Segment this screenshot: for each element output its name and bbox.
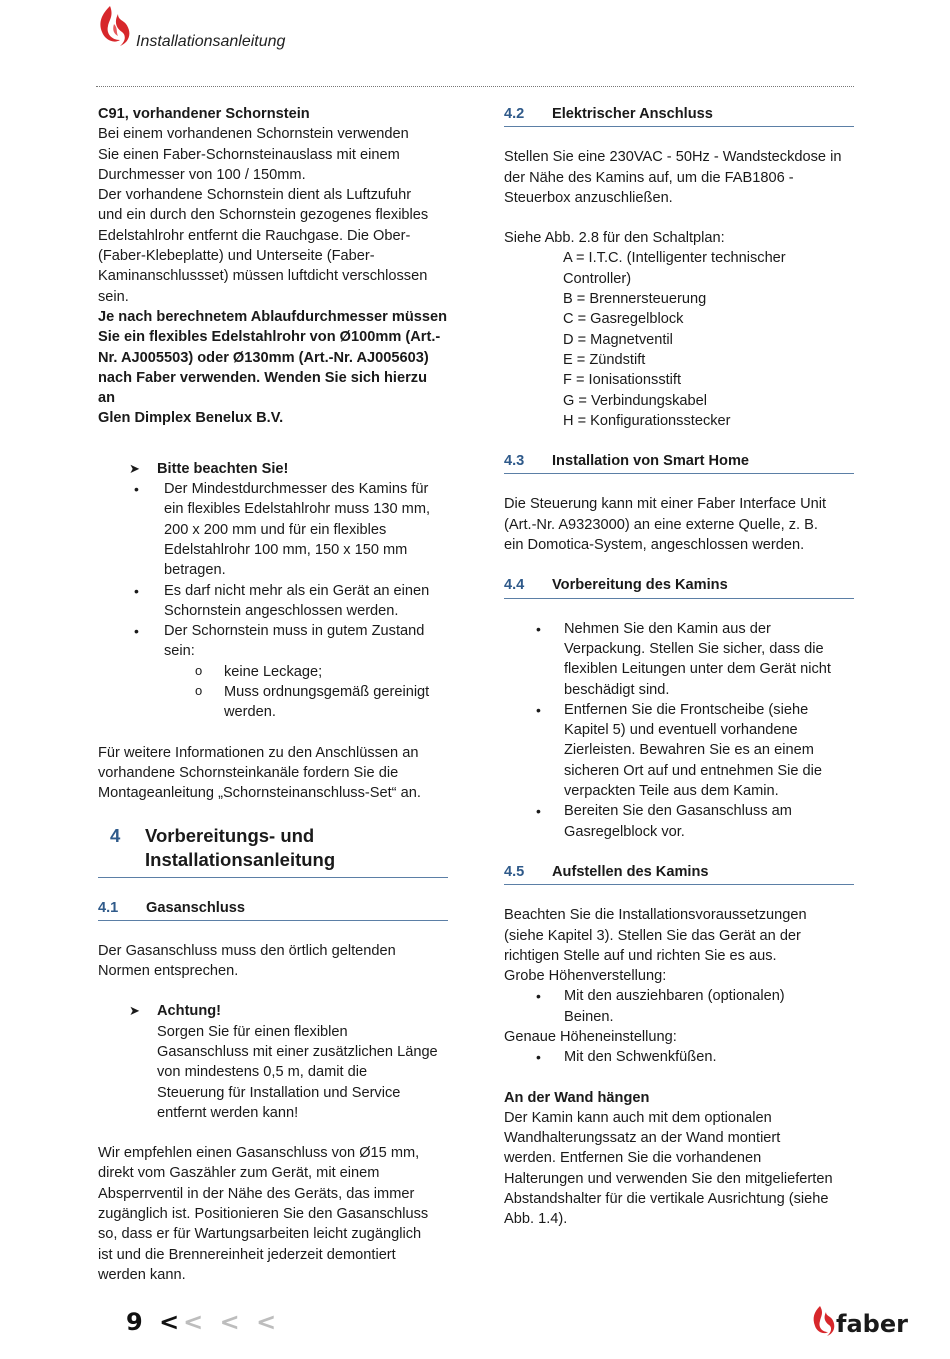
arrow-bullet-icon: ➤	[129, 1003, 140, 1019]
text-line: Glen Dimplex Benelux B.V.	[98, 410, 284, 427]
text-line: Sorgen Sie für einen flexiblen	[157, 1023, 348, 1040]
text-line: sicheren Ort auf und entnehmen Sie die	[564, 762, 822, 779]
text-line: Abstandshalter für die vertikale Ausrichtung (siehe	[504, 1191, 829, 1208]
text-line: richtigen Stelle auf und richten Sie es aus.	[504, 947, 777, 964]
list-item	[98, 662, 448, 682]
chapter-title-line: Installationsanleitung	[145, 849, 336, 870]
list-item	[504, 986, 854, 1027]
text-line: Gasanschluss mit einer zusätzlichen Länge	[157, 1043, 438, 1060]
wall-mount-title: An der Wand hängen	[504, 1089, 650, 1106]
preparation-list	[504, 619, 854, 842]
page-header	[96, 0, 854, 88]
list-item	[98, 479, 448, 580]
text-line: zugänglich ist. Positionieren Sie den Gasanschluss	[98, 1206, 429, 1223]
text-line: Je nach berechnetem Ablaufdurchmesser müssen	[98, 308, 448, 325]
list-item: Controller)	[563, 270, 632, 287]
list-item: H = Konfigurationsstecker	[563, 412, 731, 429]
list-item: F = Ionisationsstift	[563, 372, 682, 389]
text-line: betragen.	[164, 562, 226, 579]
text-line: Gasregelblock vor.	[564, 823, 685, 840]
list-item: B = Brennersteuerung	[563, 291, 707, 308]
text-line: • Bereiten Sie den Gasanschluss am	[564, 803, 792, 820]
text-line: entfernt werden kann!	[157, 1104, 299, 1121]
text-line: sein:	[164, 643, 195, 660]
fine-adjustment-list	[504, 1047, 854, 1067]
text-line: o keine Leckage;	[224, 663, 323, 680]
text-line: • Mit den Schwenkfüßen.	[564, 1049, 717, 1066]
left-column	[98, 104, 448, 1285]
text-line: (siehe Kapitel 3). Stellen Sie das Gerät an der	[504, 927, 801, 944]
wiring-diagram-reference: Siehe Abb. 2.8 für den Schaltplan:	[504, 230, 725, 247]
text-line: Absperrventil in der Nähe des Geräts, das immer	[98, 1185, 415, 1202]
text-line: Kaminanschlussset) müssen luftdicht verschlossen	[98, 268, 428, 285]
text-line: vorhandene Schornsteinkanäle fordern Sie die	[98, 764, 399, 781]
electrical-text	[504, 147, 854, 208]
notice-list	[98, 479, 448, 662]
text-line: ist und die Brennereinheit jederzeit demontiert	[98, 1246, 396, 1263]
text-line: Steuerbox anzuschließen.	[504, 189, 673, 206]
arrow-bullet-icon: ➤	[129, 460, 140, 476]
section-title: Vorbereitung des Kamins	[552, 577, 728, 594]
c91-title: C91, vorhandener Schornstein	[98, 106, 310, 122]
c91-bold-note	[98, 307, 448, 429]
faber-logo-icon	[812, 1302, 912, 1342]
section-number: 4.2	[504, 106, 525, 122]
faber-wordmark: faber	[836, 1310, 908, 1338]
text-line: Für weitere Informationen zu den Anschlüssen an	[98, 744, 419, 761]
text-line: sein.	[98, 288, 129, 305]
attention-heading	[98, 1001, 448, 1021]
text-line: Wandhalterungssatz an der Wand montiert	[504, 1130, 781, 1147]
text-line: verpackten Teile aus dem Kamin.	[564, 783, 779, 800]
list-item	[504, 619, 854, 700]
text-line: beschädigt sind.	[564, 681, 670, 698]
text-line: Der Gasanschluss muss den örtlich geltenden	[98, 942, 396, 959]
list-item: E = Zündstift	[563, 351, 646, 368]
text-line: Verpackung. Stellen Sie sicher, dass die	[564, 640, 824, 657]
section-title: Gasanschluss	[146, 899, 245, 916]
page-number: 9	[126, 1308, 147, 1336]
chapter-4-heading	[98, 824, 448, 878]
text-line: Stellen Sie eine 230VAC - 50Hz - Wandsteckdose in	[504, 149, 842, 166]
attention-title: Achtung!	[157, 1003, 222, 1020]
text-line: so, dass er für Wartungsarbeiten leicht zugänglich	[98, 1226, 422, 1243]
gas-recommendation-text	[98, 1143, 448, 1285]
list-item	[98, 581, 448, 622]
section-number: 4.5	[504, 863, 525, 880]
text-line: Der Kamin kann auch mit dem optionalen	[504, 1109, 772, 1126]
fine-adjustment-label: Genaue Höheneinstellung:	[504, 1028, 677, 1045]
wiring-legend-list	[504, 248, 854, 431]
list-item	[98, 682, 448, 723]
text-line: 200 x 200 mm und für ein flexibles	[164, 521, 387, 538]
placement-text	[504, 905, 854, 966]
section-number: 4.4	[504, 577, 525, 594]
list-item	[504, 700, 854, 801]
coarse-adjustment-label: Grobe Höhenverstellung:	[504, 968, 667, 985]
faber-flame-icon	[96, 4, 132, 50]
text-line: Sie ein flexibles Edelstahlrohr von Ø100mm (Art.-	[98, 329, 441, 346]
text-line: Beachten Sie die Installationsvoraussetzungen	[504, 907, 807, 924]
nav-arrow-dark[interactable]: <	[159, 1308, 184, 1336]
text-line: Der vorhandene Schornstein dient als Luftzufuhr	[98, 187, 412, 204]
text-line: flexiblen Leitungen unter dem Gerät nicht	[564, 661, 831, 678]
right-column	[504, 104, 854, 1230]
gas-norms-text	[98, 941, 448, 982]
text-line: Halterungen und verwenden Sie den mitgelieferten	[504, 1170, 833, 1187]
section-title: Installation von Smart Home	[552, 453, 750, 470]
smart-home-text	[504, 494, 854, 555]
notice-sublist	[98, 662, 448, 723]
text-line: Abb. 1.4).	[504, 1211, 568, 1228]
section-4-4-heading	[504, 575, 854, 598]
attention-text	[98, 1022, 448, 1123]
header-divider	[96, 86, 854, 87]
text-line: Sie einen Faber-Schornsteinauslass mit einem	[98, 146, 400, 163]
text-line: Steuerung für Installation und Service	[157, 1084, 401, 1101]
notice-title: Bitte beachten Sie!	[157, 460, 289, 477]
text-line: Durchmesser von 100 / 150mm.	[98, 166, 306, 183]
header-title: Installationsanleitung	[136, 33, 286, 50]
section-title: Elektrischer Anschluss	[552, 106, 713, 122]
text-line: Zierleisten. Bewahren Sie es an einem	[564, 742, 814, 759]
notice-heading	[98, 459, 448, 479]
text-line: Montageanleitung „Schornsteinanschluss-Set“ an.	[98, 785, 421, 802]
text-line: nach Faber verwenden. Wenden Sie sich hierzu an	[98, 369, 427, 407]
coarse-adjustment-list	[504, 986, 854, 1027]
text-line: Nr. AJ005503) oder Ø130mm (Art.-Nr. AJ005603)	[98, 349, 429, 366]
text-line: und ein durch den Schornstein gezogenes flexibles	[98, 207, 429, 224]
text-line: (Faber-Klebeplatte) und Unterseite (Faber-	[98, 248, 375, 265]
list-item	[504, 1047, 854, 1067]
list-item: D = Magnetventil	[563, 331, 673, 348]
section-4-5-heading	[504, 862, 854, 885]
list-item	[98, 621, 448, 662]
faber-logo	[812, 1302, 912, 1342]
section-number: 4.1	[98, 899, 119, 916]
text-line: • Mit den ausziehbaren (optionalen)	[564, 988, 785, 1005]
text-line: werden kann.	[98, 1266, 186, 1283]
text-line: Edelstahlrohr entfernt die Rauchgase. Die Ober-	[98, 227, 411, 244]
text-line: Wir empfehlen einen Gasanschluss von Ø15 mm,	[98, 1145, 420, 1162]
text-line: Bei einem vorhandenen Schornstein verwenden	[98, 126, 409, 143]
list-item	[504, 801, 854, 842]
text-line: Beinen.	[564, 1008, 614, 1025]
text-line: Die Steuerung kann mit einer Faber Interface Unit	[504, 496, 827, 513]
text-line: (Art.-Nr. A9323000) an eine externe Quelle, z. B.	[504, 516, 818, 533]
text-line: • Entfernen Sie die Frontscheibe (siehe	[564, 701, 809, 718]
text-line: ein flexibles Edelstahlrohr muss 130 mm,	[164, 501, 431, 518]
text-line: Normen entsprechen.	[98, 963, 239, 980]
text-line: Schornstein angeschlossen werden.	[164, 602, 399, 619]
text-line: direkt vom Gaszähler zum Gerät, mit einem	[98, 1165, 380, 1182]
text-line: werden.	[224, 704, 276, 721]
text-line: o Muss ordnungsgemäß gereinigt	[224, 684, 430, 701]
text-line: • Es darf nicht mehr als ein Gerät an einen	[164, 582, 430, 599]
text-line: ein Domotica-System, angeschlossen werden.	[504, 537, 805, 554]
text-line: der Nähe des Kamins auf, um die FAB1806 -	[504, 169, 794, 186]
wall-mount-text	[504, 1108, 854, 1230]
list-item: G = Verbindungskabel	[563, 392, 708, 409]
text-line: • Nehmen Sie den Kamin aus der	[564, 620, 771, 637]
c91-text	[98, 124, 448, 307]
nav-arrows-light[interactable]: < < <	[183, 1308, 281, 1336]
chapter-number: 4	[110, 824, 121, 846]
page-number-nav	[126, 1308, 281, 1336]
section-4-3-heading	[504, 451, 854, 474]
more-info-text	[98, 743, 448, 804]
list-item: A = I.T.C. (Intelligenter technischer	[563, 250, 786, 267]
text-line: von mindestens 0,5 m, damit die	[157, 1064, 368, 1081]
text-line: • Der Mindestdurchmesser des Kamins für	[164, 481, 429, 498]
text-line: werden. Entfernen Sie die vorhandenen	[504, 1150, 762, 1167]
chapter-title-line: Vorbereitungs- und	[145, 824, 315, 846]
text-line: Kapitel 5) und eventuell vorhandene	[564, 722, 798, 739]
section-number: 4.3	[504, 453, 525, 470]
list-item: C = Gasregelblock	[563, 311, 684, 328]
text-line: Edelstahlrohr 100 mm, 150 x 150 mm	[164, 541, 408, 558]
section-title: Aufstellen des Kamins	[552, 863, 709, 880]
section-4-2-heading	[504, 104, 854, 127]
text-line: • Der Schornstein muss in gutem Zustand	[164, 623, 425, 640]
section-4-1-heading	[98, 898, 448, 921]
